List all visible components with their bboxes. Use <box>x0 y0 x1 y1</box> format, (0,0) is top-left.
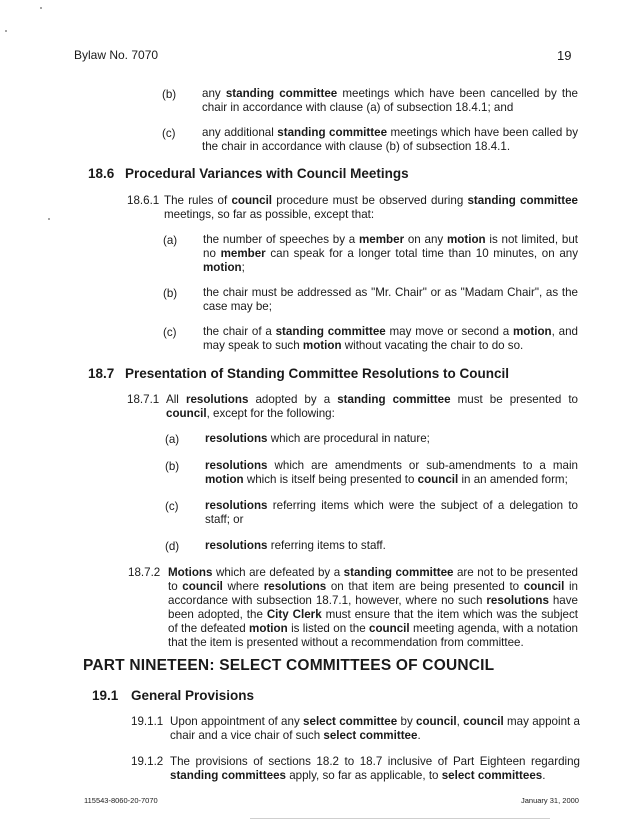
defined-term: standing committee <box>467 194 578 207</box>
defined-term: standing committee <box>275 325 386 338</box>
item-text: resolutions referring items which were the subject of a delegation to staff; or <box>205 499 578 526</box>
item-label: (c) <box>163 326 177 339</box>
scan-speck <box>5 30 7 32</box>
footer-date: January 31, 2000 <box>521 796 579 805</box>
paragraph-text: The rules of council procedure must be observed during standing committee meetings, so far as possible, except that: <box>164 194 578 221</box>
item-label: (a) <box>165 433 180 446</box>
defined-term: motion <box>446 233 486 246</box>
defined-term: council <box>417 473 459 486</box>
defined-term: standing committees <box>170 769 286 782</box>
paragraph-number: 18.7.2 <box>128 566 161 579</box>
defined-term: select committee <box>323 729 418 742</box>
defined-term: standing committee <box>225 87 338 100</box>
defined-term: council <box>166 407 207 420</box>
defined-term: resolutions <box>205 499 268 512</box>
item-label: (c) <box>162 127 176 140</box>
defined-term: council <box>231 194 273 207</box>
section-number: 18.6 <box>88 166 115 181</box>
defined-term: member <box>358 233 405 246</box>
item-text: the chair of a standing committee may move or second a motion, and may speak to such motion without vacating the chair to do so. <box>203 325 578 352</box>
item-text: resolutions which are amendments or sub-amendments to a main motion which is itself being presented to council in an amended form; <box>205 459 578 486</box>
paragraph-number: 19.1.2 <box>131 755 164 768</box>
defined-term: standing committee <box>343 566 454 579</box>
defined-term: resolutions <box>263 580 327 593</box>
defined-term: resolutions <box>185 393 249 406</box>
section-number: 18.7 <box>88 366 115 381</box>
paragraph-text: All resolutions adopted by a standing committee must be presented to council, except for the following: <box>166 393 578 420</box>
item-label: (d) <box>165 540 180 553</box>
defined-term: resolutions <box>486 594 549 607</box>
item-text: resolutions which are procedural in nature; <box>205 432 430 445</box>
item-text: resolutions referring items to staff. <box>205 539 386 552</box>
defined-term: resolutions <box>205 459 268 472</box>
defined-term: council <box>369 622 410 635</box>
scan-speck <box>40 7 42 9</box>
page-number: 19 <box>557 48 572 63</box>
scan-speck <box>48 218 50 220</box>
defined-term: council <box>463 715 504 728</box>
defined-term: City Clerk <box>266 608 322 621</box>
item-label: (b) <box>162 88 177 101</box>
item-label: (c) <box>165 500 179 513</box>
defined-term: council <box>182 580 223 593</box>
item-text: the number of speeches by a member on any motion is not limited, but no member can speak for a longer total time than 10 minutes, on any motion; <box>203 233 579 274</box>
defined-term: motion <box>302 339 342 352</box>
paragraph-text: The provisions of sections 18.2 to 18.7 inclusive of Part Eighteen regarding standing committees apply, so far as applicable, to select committees. <box>170 755 580 782</box>
item-text: any standing committee meetings which have been cancelled by the chair in accordance with clause (a) of subsection 18.4.1; and <box>202 87 579 114</box>
item-label: (b) <box>165 460 180 473</box>
section-title: Procedural Variances with Council Meetings <box>125 166 409 181</box>
item-text: the chair must be addressed as "Mr. Chair" or as "Madam Chair", as the case may be; <box>203 286 578 313</box>
defined-term: motion <box>512 325 552 338</box>
paragraph-number: 18.6.1 <box>127 194 160 207</box>
defined-term: Motions <box>168 566 213 579</box>
defined-term: motion <box>203 261 242 274</box>
footer-reference: 115543-8060-20-7070 <box>84 796 158 805</box>
paragraph-number: 18.7.1 <box>127 393 160 406</box>
defined-term: member <box>220 247 266 260</box>
item-text: any additional standing committee meetings which have been called by the chair in accordance with clause (b) of subsection 18.4.1. <box>202 126 578 153</box>
document-header: Bylaw No. 7070 <box>74 48 159 62</box>
scan-edge-line <box>250 818 550 819</box>
item-label: (a) <box>163 234 178 247</box>
item-label: (b) <box>163 287 178 300</box>
paragraph-text: Upon appointment of any select committee by council, council may appoint a chair and a vice chair of such select committee. <box>170 715 580 742</box>
paragraph-text: Motions which are defeated by a standing committee are not to be presented to council where resolutions on that item are being presented to council in accordance with subsection 18.7.1, however, where no such resolutions have been adopted, the City Clerk must ensure that the item which was the subject of the defeated motion is listed on the council meeting agenda, with a notation that the item is presented without a recommendation from committee. <box>168 566 578 649</box>
part-title: PART NINETEEN: SELECT COMMITTEES OF COUNCIL <box>83 657 495 674</box>
defined-term: motion <box>205 473 244 486</box>
section-number: 19.1 <box>92 688 119 703</box>
defined-term: resolutions <box>205 432 268 445</box>
defined-term: select committees <box>441 769 543 782</box>
defined-term: select committee <box>303 715 398 728</box>
defined-term: resolutions <box>205 539 268 552</box>
defined-term: standing committee <box>337 393 451 406</box>
section-title: Presentation of Standing Committee Resolutions to Council <box>125 366 510 381</box>
defined-term: standing committee <box>277 126 388 139</box>
defined-term: motion <box>249 622 288 635</box>
defined-term: council <box>416 715 457 728</box>
paragraph-number: 19.1.1 <box>131 715 164 728</box>
defined-term: council <box>523 580 565 593</box>
section-title: General Provisions <box>131 688 255 703</box>
